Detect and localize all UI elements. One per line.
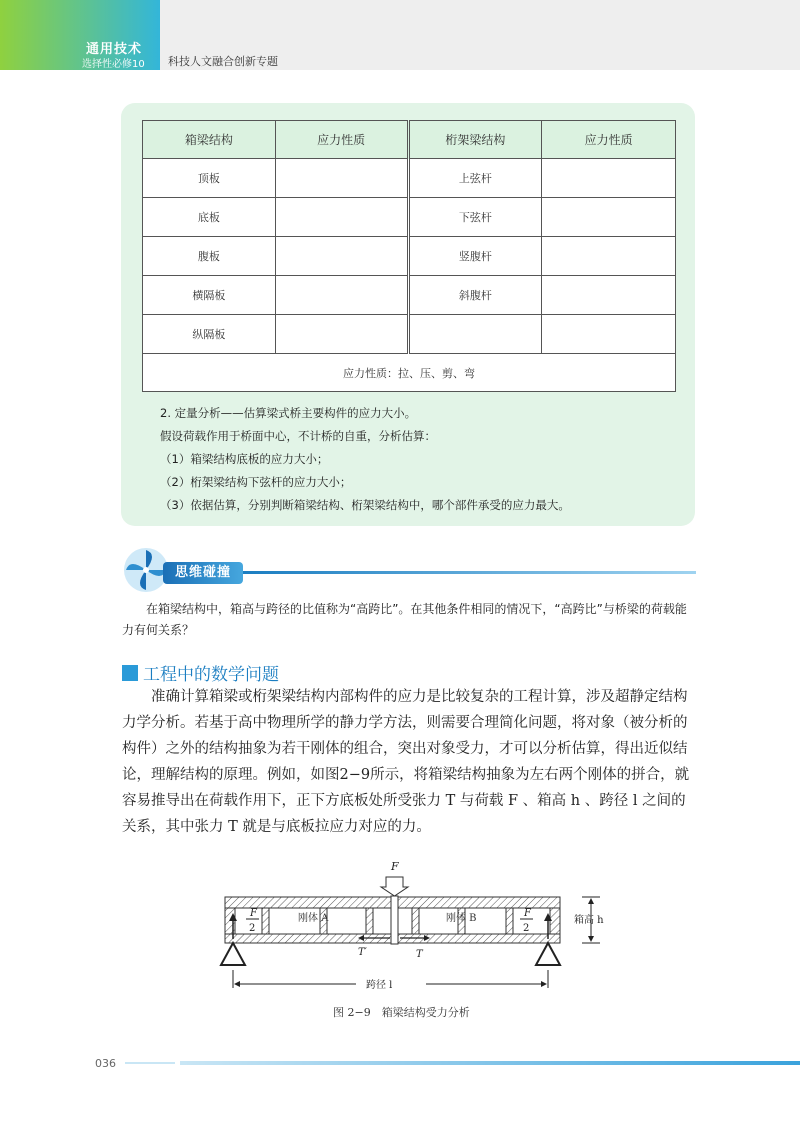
table-cell-blank xyxy=(542,237,676,276)
table-header-cell: 箱梁结构 xyxy=(143,121,276,159)
table-footer-row xyxy=(143,354,676,392)
table-cell-blank xyxy=(275,198,408,237)
table-header-cell: 应力性质 xyxy=(275,121,408,159)
half-load-num: F xyxy=(250,908,257,919)
footer-bar xyxy=(180,1061,800,1065)
table-row xyxy=(143,159,676,198)
figure-caption: 图 2−9 箱梁结构受力分析 xyxy=(333,1006,470,1019)
table-cell: 底板 xyxy=(143,198,276,237)
table-cell: 腹板 xyxy=(143,237,276,276)
diaphragm xyxy=(366,908,373,934)
arrow-up-icon xyxy=(588,898,594,904)
diaphragm xyxy=(412,908,419,934)
half-load-num: F xyxy=(524,908,531,919)
box-girder-diagram xyxy=(210,855,630,1005)
thinking-label: 思维碰撞 xyxy=(163,562,243,584)
table-cell-blank xyxy=(542,159,676,198)
table-cell-blank xyxy=(542,198,676,237)
arrow-right-icon xyxy=(541,981,547,987)
rigid-body-b: 刚体 B xyxy=(446,913,477,924)
table-cell: 上弦杆 xyxy=(408,159,542,198)
thinking-text: 在箱梁结构中，箱高与跨径的比值称为“高跨比”。在其他条件相同的情况下，“高跨比”与桥梁的荷载能力有何关系？ xyxy=(122,602,687,637)
question-text: 假设荷载作用于桥面中心，不计桥的自重，分析估算： xyxy=(160,429,436,443)
body-paragraph: 准确计算箱梁或桁架梁结构内部构件的应力是比较复杂的工程计算，涉及超静定结构力学分析。若基于高中物理所学的静力学方法，则需要合理简化问题，将对象（被分析的构件）之外的结构抽象为若干刚体的组合，突出对象受力，才可以分析估算，得出近似结论，理解结构的原理。例如，如图2−9所示，将箱梁结构抽象为左右两个刚体的拼合，就容易推导出在荷载作用下，正下方底板处所受张力 T 与荷载 F 、箱高 h 、跨径 l 之间的关系，其中张力 T 就是与底板拉应力对应的力。 xyxy=(122,689,690,835)
stress-table xyxy=(142,120,676,392)
book-title: 通用技术 xyxy=(86,42,143,57)
table-cell: 竖腹杆 xyxy=(408,237,542,276)
section-body xyxy=(122,684,696,840)
stress-types-note: 应力性质：拉、压、剪、弯 xyxy=(143,354,676,392)
table-row xyxy=(143,315,676,354)
tension-label: T xyxy=(416,949,423,960)
section-marker-icon xyxy=(122,665,138,681)
height-label: 箱高 h xyxy=(574,915,604,926)
table-cell: 纵隔板 xyxy=(143,315,276,354)
question-text: （2）桁架梁结构下弦杆的应力大小； xyxy=(160,475,352,489)
arrow-down-icon xyxy=(588,936,594,942)
support-left-icon xyxy=(221,943,245,965)
table-header-row xyxy=(143,121,676,159)
tension-prime-label: T′ xyxy=(358,947,367,958)
banner-line xyxy=(240,571,696,574)
question-text: （3）依据估算，分别判断箱梁结构、桁架梁结构中，哪个部件承受的应力最大。 xyxy=(160,498,570,512)
question-text: （1）箱梁结构底板的应力大小； xyxy=(160,452,329,466)
load-label: F xyxy=(391,860,399,873)
table-cell-blank xyxy=(275,276,408,315)
table-cell: 横隔板 xyxy=(143,276,276,315)
table-row xyxy=(143,276,676,315)
support-right-icon xyxy=(536,943,560,965)
table-cell: 斜腹杆 xyxy=(408,276,542,315)
table-cell-blank xyxy=(275,315,408,354)
half-load-den: 2 xyxy=(523,923,530,934)
question-text: 2. 定量分析——估算梁式桥主要构件的应力大小。 xyxy=(160,406,417,420)
diaphragm xyxy=(506,908,513,934)
section-title: 工程中的数学问题 xyxy=(143,665,279,685)
diaphragm xyxy=(262,908,269,934)
table-header-cell: 桁架梁结构 xyxy=(408,121,542,159)
span-label: 跨径 l xyxy=(366,980,393,991)
load-arrow-icon xyxy=(381,877,408,896)
book-topic: 科技人文融合创新专题 xyxy=(168,55,278,68)
table-cell: 顶板 xyxy=(143,159,276,198)
table-cell-blank xyxy=(275,159,408,198)
table-cell xyxy=(408,315,542,354)
footer-bar xyxy=(125,1062,175,1064)
table-cell-blank xyxy=(275,237,408,276)
table-cell: 下弦杆 xyxy=(408,198,542,237)
table-cell-blank xyxy=(542,315,676,354)
rigid-body-a: 刚体 A xyxy=(298,913,329,924)
half-load-den: 2 xyxy=(249,923,256,934)
book-subtitle: 选择性必修10 xyxy=(82,59,145,70)
table-row xyxy=(143,198,676,237)
center-split xyxy=(391,896,398,944)
page-number: 036 xyxy=(95,1057,116,1070)
table-cell-blank xyxy=(542,276,676,315)
table-row xyxy=(143,237,676,276)
table-header-cell: 应力性质 xyxy=(542,121,676,159)
arrow-left-icon xyxy=(234,981,240,987)
